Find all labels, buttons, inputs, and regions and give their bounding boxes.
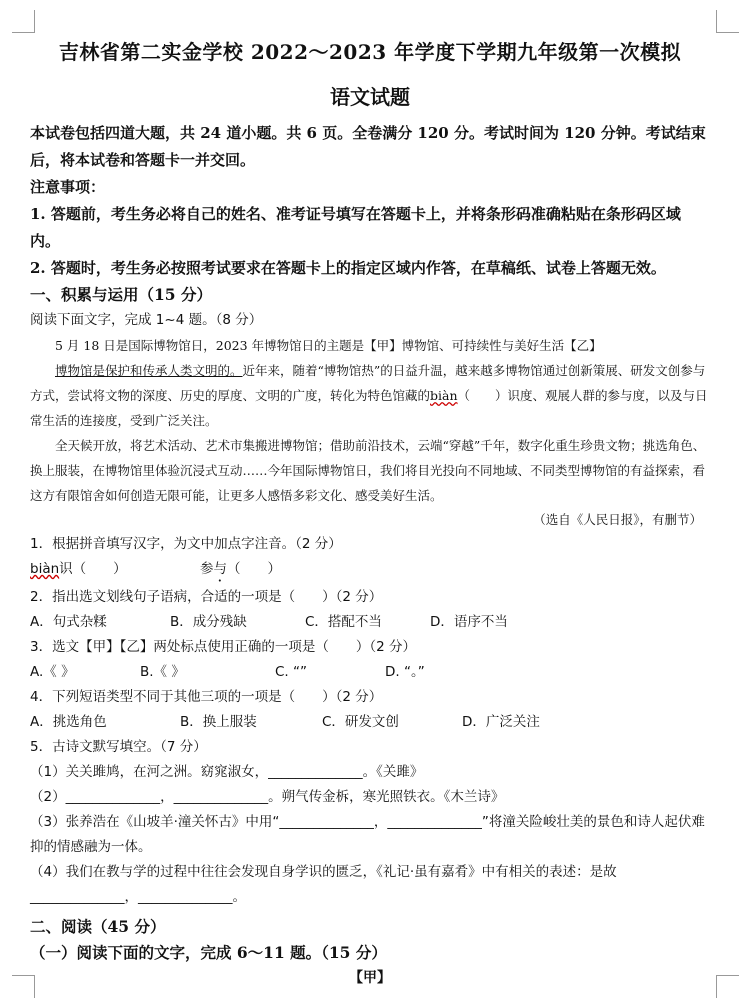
underlined-sentence: 博物馆是保护和传承人类文明的。 (55, 363, 243, 378)
note-1: 1. 答题前，考生务必将自己的姓名、准考证号填写在答题卡上，并将条形码准确粘贴在条形码区域内。 (30, 205, 681, 250)
q1-dotted-char: 与 (213, 561, 227, 577)
reading-instruction: 阅读下面文字，完成 1~4 题。（8 分） (30, 312, 263, 328)
question-5-1: （1）关关雎鸠，在河之洲。窈窕淑女，______________。《关雎》 (30, 764, 424, 780)
crop-mark-top-right (716, 10, 739, 33)
question-4: 4．下列短语类型不同于其他三项的一项是（ ）（2 分） (30, 689, 383, 705)
q1-pinyin: biàn (30, 561, 60, 577)
q1-blank-a-text: 识（ ） (59, 561, 127, 577)
q4-option-b[interactable]: B．换上服装 (180, 714, 257, 730)
question-2: 2．指出选文划线句子语病，合适的一项是（ ）（2 分） (30, 589, 383, 605)
q4-option-c[interactable]: C．研发文创 (322, 714, 399, 730)
passage-jia-label: 【甲】 (349, 970, 391, 986)
section-2-subheading: （一）阅读下面的文字，完成 6～11 题。（15 分） (30, 943, 387, 962)
q2-option-a[interactable]: A．句式杂糅 (30, 614, 107, 630)
note-2: 2. 答题时，考生务必按照考试要求在答题卡上的指定区域内作答，在草稿纸、试卷上答题无效。 (30, 259, 666, 277)
exam-subtitle: 语文试题 (330, 85, 410, 109)
question-4-options (30, 710, 710, 735)
question-3-options (30, 660, 710, 685)
q4-option-d[interactable]: D．广泛关注 (462, 714, 540, 730)
question-5-2: （2）______________，______________。朔气传金柝，寒光照铁衣。《木兰诗》 (30, 789, 505, 805)
q3-option-b[interactable]: B.《 》 (140, 664, 185, 680)
passage-text: 近年来，随着“博物馆热”的日益升温，越来越多博物馆通过创新策展、研发文创参与方式，尝试将文物的深度、历史的厚度、文明的广度，转化为特色馆藏的 (30, 363, 706, 403)
section-2-heading: 二、阅读（45 分） (30, 917, 166, 936)
question-5: 5．古诗文默写填空。（7 分） (30, 739, 207, 755)
q4-option-a[interactable]: A．挑选角色 (30, 714, 107, 730)
exam-page (30, 36, 710, 990)
question-5-3: （3）张养浩在《山坡羊·潼关怀古》中用“______________，______________”将潼关险峻壮美的景色和诗人起伏难抑的情感融为一体。 (30, 814, 705, 855)
notes-heading: 注意事项： (30, 178, 106, 196)
q1-blank-a[interactable] (30, 557, 200, 585)
section-1-heading: 一、积累与运用（15 分） (30, 285, 212, 304)
q2-option-b[interactable]: B．成分残缺 (170, 614, 247, 630)
q2-option-d[interactable]: D．语序不当 (430, 614, 508, 630)
q3-option-d[interactable]: D. “。” (385, 664, 425, 680)
intro-text: 本试卷包括四道大题，共 24 道小题。共 6 页。全卷满分 120 分。考试时间为 120 分钟。考试结束后，将本试卷和答题卡一并交回。 (30, 124, 706, 169)
q3-option-a[interactable]: A.《 》 (30, 664, 75, 680)
passage-paragraph-3: 全天候开放，将艺术活动、艺术市集搬进博物馆；借助前沿技术，云端“穿越”千年，数字化重生珍贵文物；挑选角色、换上服装，在博物馆里体验沉浸式互动……今年国际博物馆日，我们将目光投向不同地域、不同类型博物馆的有益探索，看这方有限馆舍如何创造无限可能，让更多人感悟多彩文化、感受美好生活。 (30, 438, 706, 503)
question-2-options (30, 610, 710, 635)
q2-option-c[interactable]: C．搭配不当 (305, 614, 382, 630)
exam-title: 吉林省第二实金学校 2022～2023 年学度下学期九年级第一次模拟 (58, 40, 682, 64)
question-1: 1．根据拼音填写汉字，为文中加点字注音。（2 分） (30, 536, 342, 552)
passage-paragraph-2 (30, 358, 710, 433)
q1-blank-b-text: （ ） (227, 561, 281, 577)
q3-option-c[interactable]: C. “” (275, 664, 307, 680)
passage-text: （ ）识度、观展人群的参与度，以及与日常生活的连接度，受到广泛关注。 (30, 388, 708, 428)
crop-mark-bottom-right (716, 975, 739, 998)
q1-blank-b[interactable] (200, 557, 281, 585)
crop-mark-top-left (12, 10, 35, 33)
question-5-4: （4）我们在教与学的过程中往往会发现自身学识的匮乏，《礼记·虽有嘉肴》中有相关的表述：是故______________，______________。 (30, 864, 617, 905)
question-3: 3．选文【甲】【乙】两处标点使用正确的一项是（ ）（2 分） (30, 639, 416, 655)
pinyin-bian: biàn (430, 388, 458, 403)
question-1-blanks (30, 557, 710, 585)
passage-paragraph-1: 5 月 18 日是国际博物馆日，2023 年博物馆日的主题是【甲】博物馆、可持续性与美好生活【乙】 (55, 338, 602, 353)
q1-blank-b-pre: 参 (200, 561, 214, 577)
passage-source: （选自《人民日报》，有删节） (533, 512, 702, 527)
